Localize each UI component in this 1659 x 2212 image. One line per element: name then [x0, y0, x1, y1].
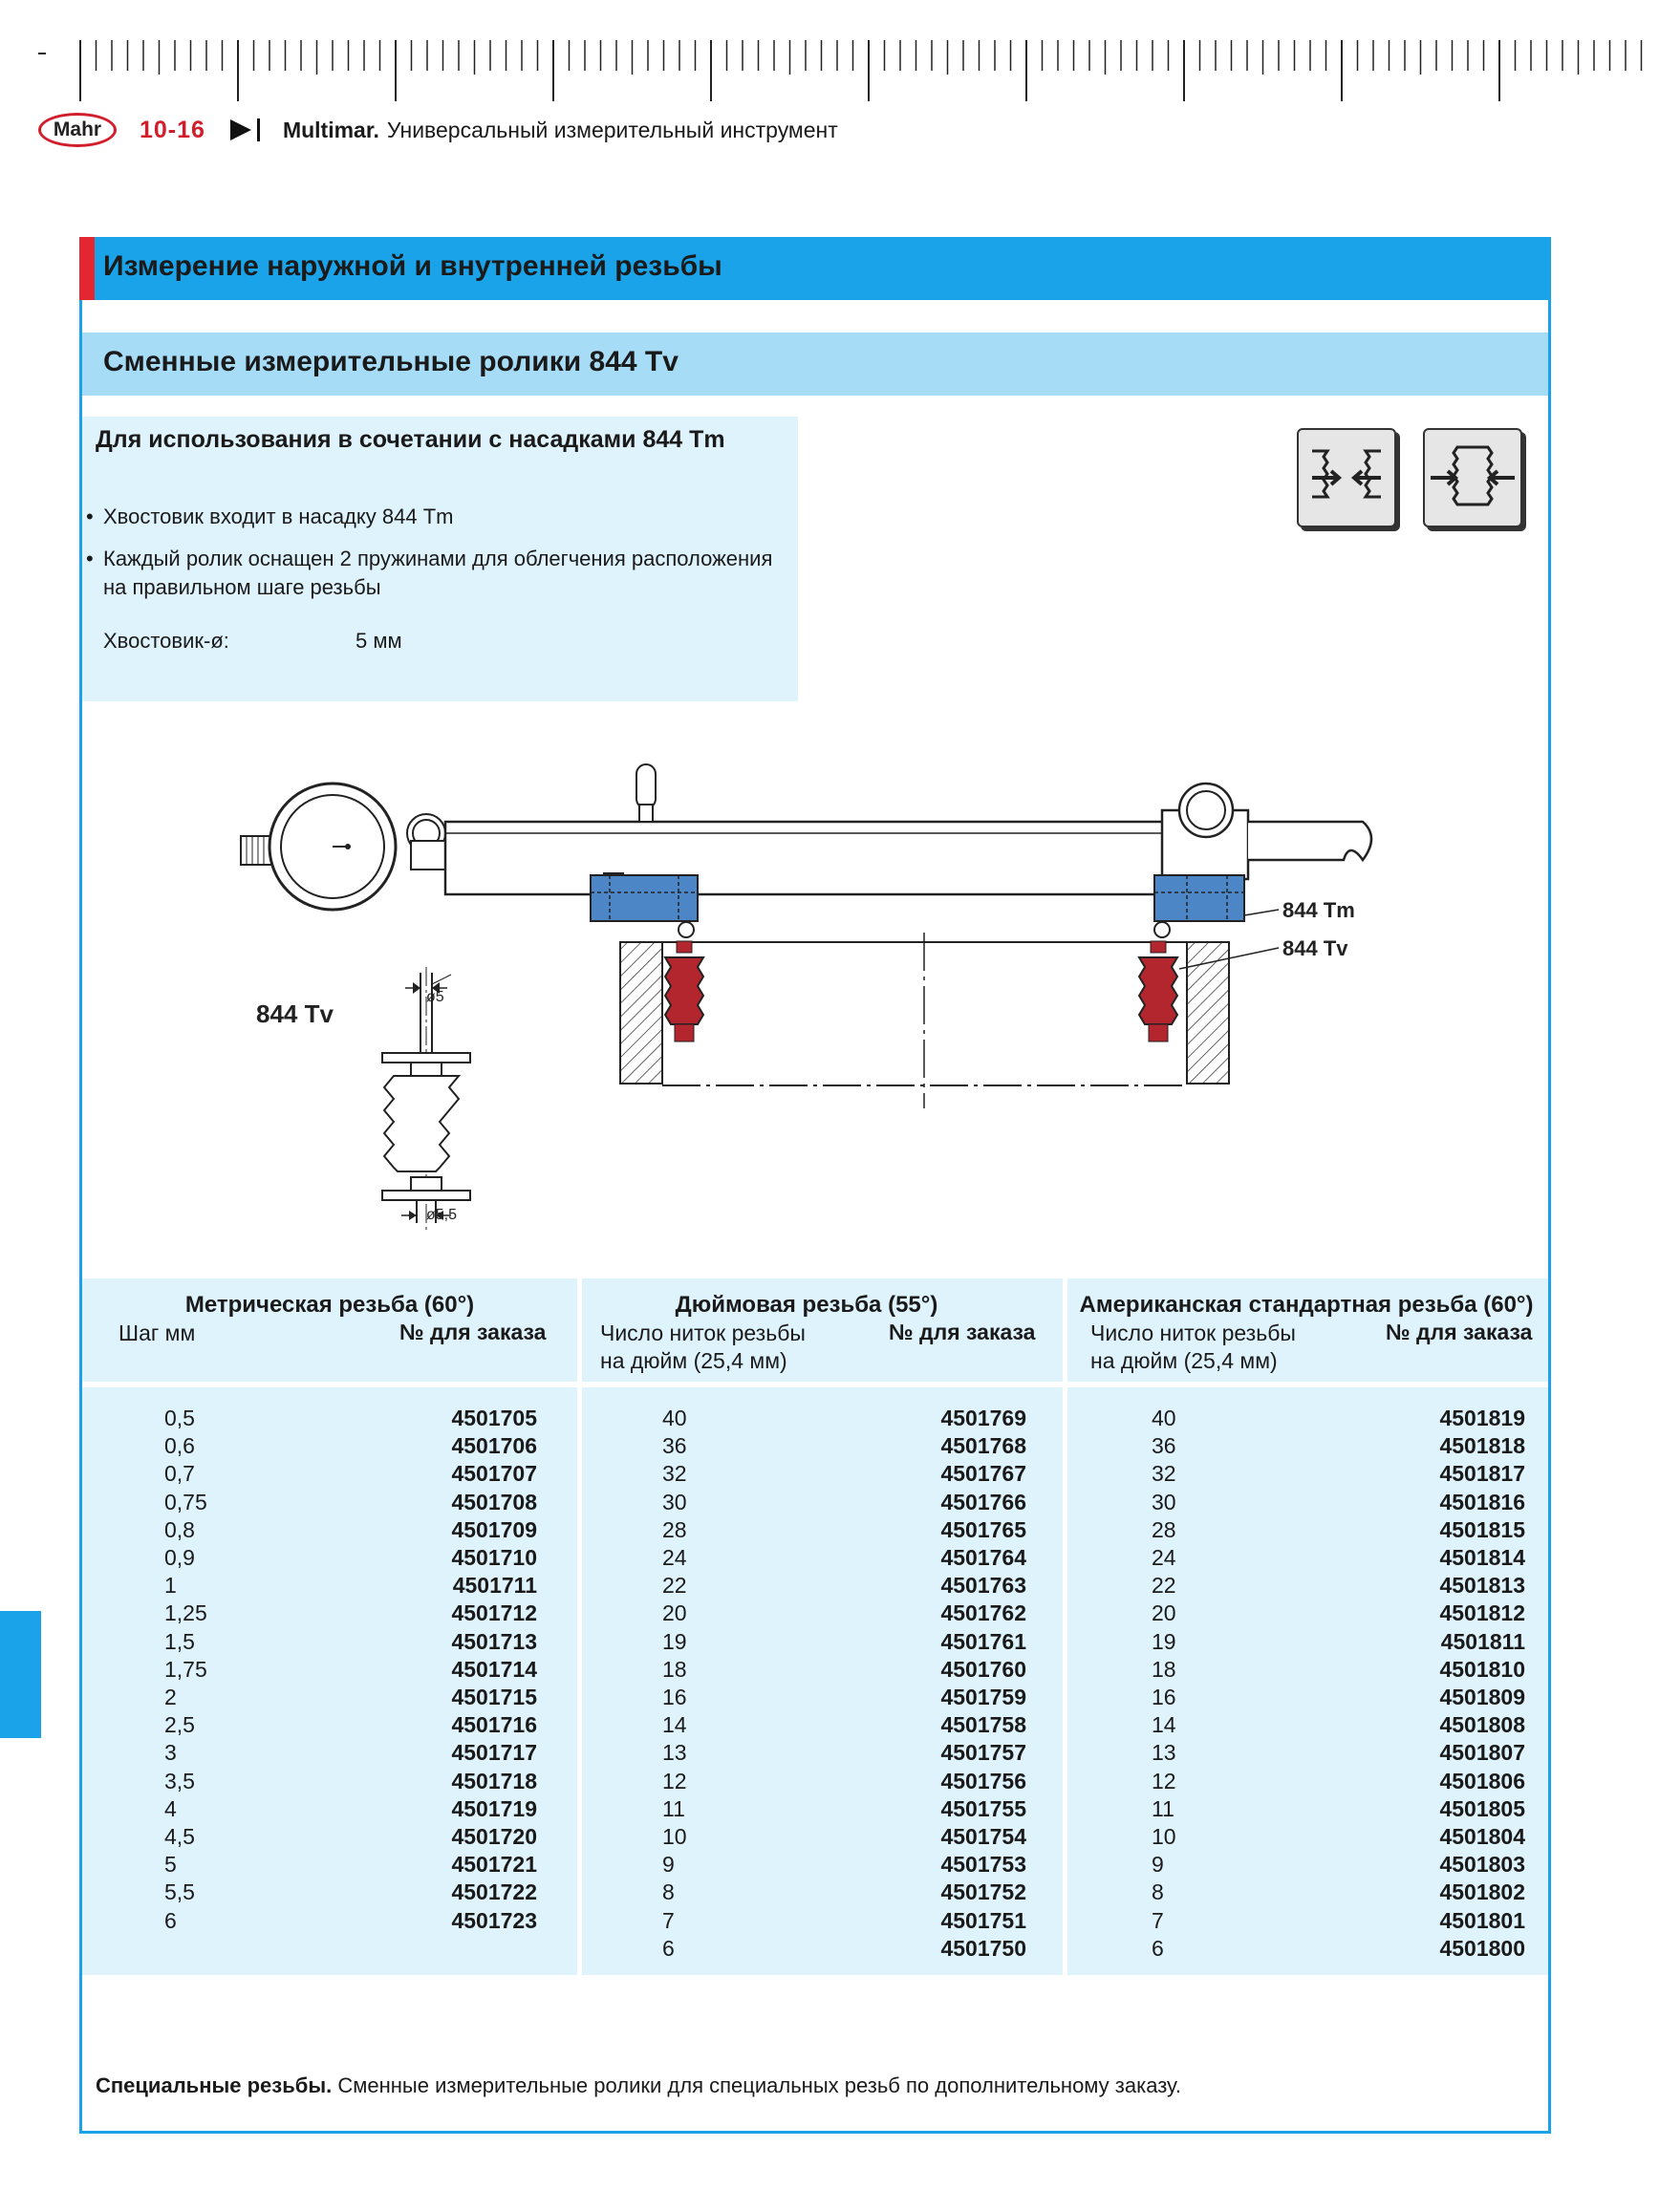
metric-order-number: 4501721	[451, 1852, 537, 1878]
info-title: Для использования в сочетании с насадками 844 Tm	[96, 426, 725, 453]
right-roller-844tv	[1139, 922, 1177, 1042]
metric-order-number: 4501714	[451, 1656, 537, 1682]
bullet-item	[82, 545, 789, 602]
metric-col1-header: Шаг мм	[118, 1321, 196, 1345]
metric-value: 2,5	[164, 1712, 195, 1738]
metric-order-number: 4501719	[451, 1795, 537, 1821]
bullet-text: Каждый ролик оснащен 2 пружинами для облегчения расположения на правильном шаге резьбы	[103, 547, 773, 599]
inch-order-number: 4501764	[940, 1545, 1026, 1570]
inch-order-number: 4501767	[940, 1461, 1026, 1487]
metric-value: 0,7	[164, 1461, 195, 1487]
internal-thread-measurement-icon	[1297, 428, 1396, 527]
american-value: 8	[1152, 1879, 1164, 1905]
bullet-item	[82, 503, 789, 531]
american-order-number: 4501810	[1439, 1656, 1525, 1682]
american-order-number: 4501818	[1439, 1433, 1525, 1459]
american-value: 30	[1152, 1489, 1176, 1514]
inch-value: 30	[662, 1489, 687, 1514]
footer-note	[96, 2073, 1181, 2098]
american-order-number: 4501804	[1439, 1824, 1525, 1849]
dimension-bottom: ø5,5	[426, 1207, 458, 1223]
inch-order-number: 4501761	[940, 1628, 1026, 1654]
inch-value: 36	[662, 1433, 687, 1459]
label-844tv: 844 Tv	[1282, 936, 1348, 960]
page-number: 10-16	[140, 116, 205, 143]
metric-order-number: 4501709	[451, 1516, 537, 1542]
metric-value: 6	[164, 1907, 177, 1933]
inch-order-number: 4501768	[940, 1433, 1026, 1459]
inch-order-number: 4501762	[940, 1600, 1026, 1626]
american-value: 12	[1152, 1768, 1176, 1793]
american-order-number: 4501812	[1439, 1600, 1525, 1626]
inch-order-number: 4501765	[940, 1516, 1026, 1542]
american-value: 22	[1152, 1573, 1176, 1599]
american-value: 11	[1152, 1795, 1174, 1821]
page-mark	[38, 53, 46, 54]
technical-drawing	[229, 745, 1414, 1242]
american-order-number: 4501803	[1439, 1852, 1525, 1878]
footer-bold: Специальные резьбы.	[96, 2073, 333, 2097]
divider-bar	[257, 118, 260, 141]
inch-value: 20	[662, 1600, 687, 1626]
external-thread-measurement-icon	[1423, 428, 1522, 527]
side-section-tab	[0, 1611, 41, 1738]
american-value: 24	[1152, 1545, 1176, 1570]
american-value: 9	[1152, 1852, 1164, 1878]
inch-order-number: 4501751	[940, 1907, 1026, 1933]
left-roller-844tv	[665, 922, 703, 1042]
american-value: 6	[1152, 1935, 1164, 1961]
inch-order-number: 4501766	[940, 1489, 1026, 1514]
dimension-top: ø5	[426, 989, 444, 1005]
inch-col2-header: № для заказа	[889, 1320, 1036, 1344]
title-accent	[79, 237, 95, 300]
american-value: 14	[1152, 1712, 1176, 1738]
inch-order-number: 4501753	[940, 1852, 1026, 1878]
american-order-number: 4501801	[1439, 1907, 1525, 1933]
american-value: 19	[1152, 1628, 1176, 1654]
inch-value: 9	[662, 1852, 675, 1878]
metric-value: 1,25	[164, 1600, 207, 1626]
metric-value: 4,5	[164, 1824, 195, 1849]
mahr-logo	[38, 113, 117, 147]
american-order-number: 4501815	[1439, 1516, 1525, 1542]
inch-order-number: 4501758	[940, 1712, 1026, 1738]
metric-value: 0,75	[164, 1489, 207, 1514]
american-order-number: 4501807	[1439, 1740, 1525, 1766]
metric-value: 1	[164, 1573, 177, 1599]
american-order-number: 4501800	[1439, 1935, 1525, 1961]
american-value: 40	[1152, 1406, 1176, 1430]
metric-value: 0,5	[164, 1406, 195, 1430]
page-header	[38, 113, 838, 147]
inch-value: 24	[662, 1545, 687, 1570]
metric-order-number: 4501723	[451, 1907, 537, 1933]
american-order-number: 4501817	[1439, 1461, 1525, 1487]
metric-value: 1,5	[164, 1628, 195, 1654]
bullet-dot: •	[86, 505, 94, 528]
inch-order-number: 4501755	[940, 1795, 1026, 1821]
american-order-number: 4501813	[1439, 1573, 1525, 1599]
inch-order-number: 4501759	[940, 1685, 1026, 1709]
american-col1-header-line2: на дюйм (25,4 мм)	[1090, 1348, 1278, 1373]
metric-order-number: 4501707	[451, 1461, 537, 1487]
american-value: 36	[1152, 1433, 1176, 1459]
metric-value: 1,75	[164, 1656, 207, 1682]
metric-col2-header: № для заказа	[399, 1320, 547, 1344]
metric-value: 0,9	[164, 1545, 195, 1570]
metric-value: 4	[164, 1795, 177, 1821]
metric-value: 0,8	[164, 1516, 195, 1542]
american-col2-header: № для заказа	[1386, 1320, 1533, 1344]
dial-indicator	[241, 784, 445, 910]
inch-order-number: 4501754	[940, 1824, 1026, 1849]
inch-col1-header-line2: на дюйм (25,4 мм)	[600, 1348, 787, 1373]
play-arrow-icon	[230, 119, 251, 140]
metric-order-number: 4501717	[451, 1740, 537, 1766]
american-order-number: 4501809	[1439, 1685, 1525, 1709]
inch-value: 13	[662, 1740, 687, 1766]
bullet-dot: •	[86, 547, 94, 570]
metric-order-number: 4501720	[451, 1824, 537, 1849]
metric-order-number: 4501705	[451, 1406, 537, 1430]
inch-value: 22	[662, 1573, 687, 1599]
metric-order-number: 4501718	[451, 1768, 537, 1793]
bullet-text: Хвостовик входит в насадку 844 Tm	[103, 505, 454, 528]
inch-value: 12	[662, 1768, 687, 1793]
american-value: 13	[1152, 1740, 1176, 1766]
metric-value: 0,6	[164, 1433, 195, 1459]
inch-value: 28	[662, 1516, 687, 1542]
metric-value: 3,5	[164, 1768, 195, 1793]
american-value: 16	[1152, 1685, 1176, 1709]
inch-value: 8	[662, 1879, 675, 1905]
label-844tm: 844 Tm	[1282, 898, 1355, 922]
workpiece-section	[620, 933, 1229, 1108]
header-subtitle: Универсальный измерительный инструмент	[386, 117, 838, 142]
american-order-number: 4501814	[1439, 1545, 1525, 1570]
metric-order-number: 4501713	[451, 1628, 537, 1654]
metric-order-number: 4501710	[451, 1545, 537, 1570]
inch-order-number: 4501752	[940, 1879, 1026, 1905]
metric-order-number: 4501722	[451, 1879, 537, 1905]
metric-value: 2	[164, 1685, 177, 1709]
american-value: 18	[1152, 1656, 1176, 1682]
section-title: Измерение наружной и внутренней резьбы	[103, 250, 722, 282]
american-value: 7	[1152, 1907, 1164, 1933]
inch-title: Дюймовая резьба (55°)	[675, 1292, 938, 1318]
metric-value: 5,5	[164, 1879, 195, 1905]
metric-title: Метрическая резьба (60°)	[184, 1292, 475, 1318]
inch-value: 7	[662, 1907, 675, 1933]
american-title: Американская стандартная резьба (60°)	[1079, 1292, 1534, 1318]
american-order-number: 4501806	[1439, 1768, 1525, 1793]
inch-value: 6	[662, 1935, 675, 1961]
american-order-number: 4501816	[1439, 1489, 1525, 1514]
metric-order-number: 4501711	[452, 1573, 537, 1599]
american-col1-header-line1: Число ниток резьбы	[1090, 1321, 1296, 1345]
inch-col1-header-line1: Число ниток резьбы	[600, 1321, 806, 1345]
inch-value: 32	[662, 1461, 687, 1487]
inch-order-number: 4501763	[940, 1573, 1026, 1599]
inch-value: 11	[662, 1795, 685, 1821]
spec-label: Хвостовик-ø:	[103, 629, 229, 653]
right-holder-844tm	[1154, 875, 1244, 921]
inch-order-number: 4501756	[940, 1768, 1026, 1793]
logo-text: Mahr	[53, 118, 102, 140]
metric-order-number: 4501712	[451, 1600, 537, 1626]
american-value: 10	[1152, 1824, 1176, 1849]
metric-order-number: 4501708	[451, 1489, 537, 1514]
inch-value: 40	[662, 1406, 687, 1430]
american-order-number: 4501808	[1439, 1712, 1525, 1738]
metric-value: 3	[164, 1740, 177, 1766]
american-order-number: 4501802	[1439, 1879, 1525, 1905]
metric-order-number: 4501715	[451, 1685, 537, 1709]
detail-label: 844 Tv	[256, 999, 334, 1028]
leader-line	[1244, 910, 1279, 915]
american-value: 28	[1152, 1516, 1176, 1542]
inch-order-number: 4501750	[940, 1935, 1026, 1961]
american-order-number: 4501819	[1439, 1406, 1525, 1430]
american-value: 20	[1152, 1600, 1176, 1626]
american-value: 32	[1152, 1461, 1176, 1487]
left-holder-844tm	[591, 873, 698, 921]
inch-order-number: 4501757	[940, 1740, 1026, 1766]
american-order-number: 4501805	[1439, 1795, 1525, 1821]
inch-value: 19	[662, 1628, 687, 1654]
metric-order-number: 4501706	[451, 1433, 537, 1459]
inch-value: 16	[662, 1685, 687, 1709]
inch-value: 10	[662, 1824, 687, 1849]
inch-order-number: 4501760	[940, 1656, 1026, 1682]
metric-order-number: 4501716	[451, 1712, 537, 1738]
roller-detail-view	[382, 967, 470, 1233]
brand-name: Multimar.	[282, 117, 379, 142]
section-subtitle: Сменные измерительные ролики 844 Tv	[103, 346, 679, 377]
ruler-scale	[76, 36, 1659, 103]
metric-value: 5	[164, 1852, 177, 1878]
inch-value: 18	[662, 1656, 687, 1682]
footer-text: Сменные измерительные ролики для специальных резьб по дополнительному заказу.	[332, 2073, 1181, 2097]
spec-value: 5 мм	[356, 629, 402, 653]
inch-order-number: 4501769	[940, 1406, 1026, 1430]
inch-value: 14	[662, 1712, 687, 1738]
american-order-number: 4501811	[1440, 1628, 1525, 1654]
